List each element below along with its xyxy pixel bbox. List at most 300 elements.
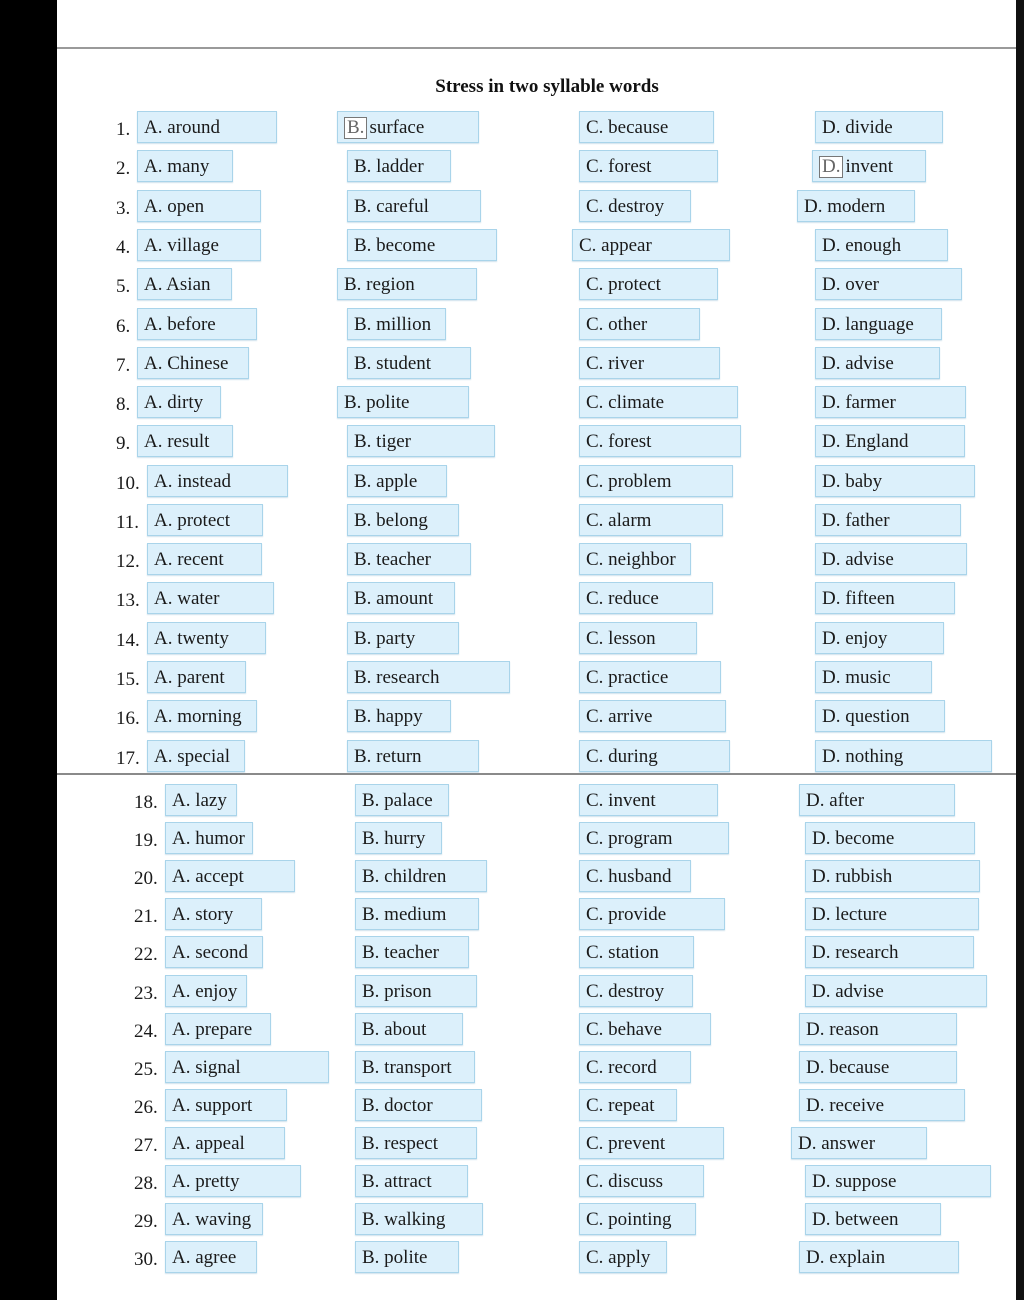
answer-option-a[interactable]	[147, 622, 266, 654]
option-text: B. about	[362, 1019, 427, 1040]
question-row	[0, 822, 1024, 860]
option-text: C. lesson	[586, 628, 656, 649]
answer-option-b[interactable]	[347, 661, 510, 693]
question-row	[0, 386, 1024, 424]
option-text: B. palace	[362, 790, 433, 811]
answer-option-b[interactable]	[355, 975, 477, 1007]
option-text: C. apply	[586, 1247, 651, 1268]
answer-option-b[interactable]	[355, 1051, 475, 1083]
option-text: C. appear	[579, 235, 652, 256]
option-text: C. forest	[586, 431, 652, 452]
option-text: B. ladder	[354, 156, 424, 177]
answer-option-a[interactable]	[137, 150, 233, 182]
question-number: 25.	[134, 1059, 158, 1080]
question-row	[0, 268, 1024, 306]
answer-option-c[interactable]	[579, 347, 720, 379]
answer-option-a[interactable]	[165, 975, 247, 1007]
answer-option-a[interactable]	[165, 1013, 271, 1045]
answer-option-b[interactable]	[355, 898, 479, 930]
option-text: C. discuss	[586, 1171, 664, 1192]
option-text: D. receive	[806, 1095, 885, 1116]
answer-option-b[interactable]	[355, 936, 469, 968]
answer-option-a[interactable]	[165, 1127, 285, 1159]
option-text: C. climate	[586, 392, 665, 413]
answer-option-a[interactable]	[137, 308, 257, 340]
answer-option-d[interactable]	[799, 1051, 957, 1083]
question-number: 26.	[134, 1097, 158, 1118]
option-text: B. research	[354, 667, 440, 688]
answer-option-a[interactable]	[137, 111, 277, 143]
answer-option-c[interactable]	[579, 1089, 677, 1121]
option-text: C. alarm	[586, 510, 652, 531]
option-text: B. return	[354, 746, 422, 767]
question-number: 8.	[116, 394, 131, 415]
question-number: 13.	[116, 590, 140, 611]
answer-option-d[interactable]	[815, 425, 965, 457]
answer-option-c[interactable]	[579, 504, 723, 536]
option-text: A. second	[172, 942, 248, 963]
answer-option-d[interactable]	[805, 975, 987, 1007]
option-text: C. other	[586, 314, 648, 335]
answer-option-b[interactable]	[347, 150, 451, 182]
option-text: B. medium	[362, 904, 447, 925]
answer-option-c[interactable]	[579, 268, 718, 300]
option-text: C. invent	[586, 790, 656, 811]
answer-option-b[interactable]	[347, 740, 479, 772]
option-text: B. respect	[362, 1133, 438, 1154]
answer-option-c[interactable]	[579, 1051, 691, 1083]
question-row	[0, 1241, 1024, 1279]
option-text: surface	[369, 117, 425, 138]
option-text: A. prepare	[172, 1019, 253, 1040]
answer-option-a[interactable]	[165, 860, 295, 892]
option-text: C. forest	[586, 156, 652, 177]
option-text: B. belong	[354, 510, 428, 531]
answer-option-a[interactable]	[137, 347, 249, 379]
option-text: C. husband	[586, 866, 672, 887]
question-row	[0, 190, 1024, 228]
option-text: D. father	[822, 510, 890, 531]
option-text: C. record	[586, 1057, 657, 1078]
option-text: A. agree	[172, 1247, 237, 1268]
option-text: A. village	[144, 235, 219, 256]
option-text: A. Asian	[144, 274, 211, 295]
option-text: C. behave	[586, 1019, 662, 1040]
answer-option-c[interactable]	[579, 740, 730, 772]
answer-option-a[interactable]	[137, 229, 261, 261]
option-text: A. open	[144, 196, 205, 217]
option-text: B. children	[362, 866, 447, 887]
question-row	[0, 700, 1024, 738]
answer-option-b[interactable]	[347, 190, 481, 222]
option-text: D. farmer	[822, 392, 896, 413]
option-text: A. enjoy	[172, 981, 238, 1002]
option-text: A. story	[172, 904, 234, 925]
answer-option-d[interactable]	[815, 229, 948, 261]
option-text: D. research	[812, 942, 899, 963]
question-row	[0, 347, 1024, 385]
answer-option-d[interactable]	[815, 308, 942, 340]
answer-option-a[interactable]	[147, 740, 245, 772]
top-divider	[57, 47, 1016, 49]
option-text: D. England	[822, 431, 909, 452]
option-text: C. provide	[586, 904, 667, 925]
question-number: 29.	[134, 1211, 158, 1232]
option-text: B. polite	[344, 392, 410, 413]
option-text: B. party	[354, 628, 416, 649]
answer-option-d[interactable]	[815, 347, 940, 379]
answer-option-a[interactable]	[137, 190, 261, 222]
question-row	[0, 784, 1024, 822]
option-text: C. pointing	[586, 1209, 672, 1230]
question-row	[0, 229, 1024, 267]
answer-option-a[interactable]	[147, 465, 288, 497]
question-number: 27.	[134, 1135, 158, 1156]
question-number: 28.	[134, 1173, 158, 1194]
question-row	[0, 740, 1024, 778]
answer-option-c[interactable]	[579, 860, 691, 892]
option-text: A. lazy	[172, 790, 227, 811]
answer-option-c[interactable]	[579, 936, 694, 968]
answer-option-c[interactable]	[579, 1203, 696, 1235]
answer-option-d[interactable]	[799, 1089, 965, 1121]
option-text: A. recent	[154, 549, 224, 570]
question-number: 16.	[116, 708, 140, 729]
question-number: 4.	[116, 237, 131, 258]
answer-option-a[interactable]	[147, 582, 274, 614]
option-text: A. Chinese	[144, 353, 229, 374]
question-number: 6.	[116, 316, 131, 337]
option-text: C. repeat	[586, 1095, 655, 1116]
answer-option-d[interactable]	[797, 190, 915, 222]
answer-option-c[interactable]	[579, 898, 725, 930]
answer-option-c[interactable]	[579, 150, 718, 182]
option-text: C. during	[586, 746, 658, 767]
option-text: D. advise	[822, 549, 894, 570]
option-text: A. morning	[154, 706, 242, 727]
option-text: A. many	[144, 156, 210, 177]
answer-option-c[interactable]	[579, 543, 691, 575]
option-text: B. teacher	[362, 942, 440, 963]
option-text: D. advise	[822, 353, 894, 374]
question-row	[0, 661, 1024, 699]
option-text: D. suppose	[812, 1171, 897, 1192]
option-text: B. careful	[354, 196, 429, 217]
option-text: C. prevent	[586, 1133, 666, 1154]
selected-letter-box: D.	[819, 156, 843, 178]
answer-option-d[interactable]	[815, 543, 967, 575]
answer-option-a[interactable]	[137, 425, 233, 457]
option-text: D. over	[822, 274, 879, 295]
answer-option-b[interactable]	[355, 784, 449, 816]
question-row	[0, 1013, 1024, 1051]
answer-option-d[interactable]	[815, 111, 943, 143]
question-number: 12.	[116, 551, 140, 572]
option-text: C. river	[586, 353, 645, 374]
answer-option-d[interactable]	[815, 740, 992, 772]
option-text: B. apple	[354, 471, 418, 492]
selected-letter-box: B.	[344, 117, 367, 139]
question-number: 19.	[134, 830, 158, 851]
answer-option-c[interactable]	[579, 386, 738, 418]
option-text: D. after	[806, 790, 865, 811]
answer-option-c[interactable]	[579, 465, 733, 497]
option-text: D. question	[822, 706, 910, 727]
answer-option-c[interactable]	[579, 582, 713, 614]
answer-option-c[interactable]	[579, 784, 718, 816]
answer-option-a[interactable]	[147, 504, 263, 536]
option-text: C. because	[586, 117, 669, 138]
option-text: B. become	[354, 235, 436, 256]
option-text: C. station	[586, 942, 659, 963]
question-number: 17.	[116, 748, 140, 769]
answer-option-b[interactable]	[337, 386, 469, 418]
option-text: A. parent	[154, 667, 225, 688]
option-text: D. because	[806, 1057, 890, 1078]
option-text: A. appeal	[172, 1133, 245, 1154]
answer-option-b[interactable]	[347, 229, 497, 261]
option-text: D. lecture	[812, 904, 887, 925]
option-text: A. around	[144, 117, 220, 138]
answer-option-a[interactable]	[165, 1051, 329, 1083]
option-text: B. tiger	[354, 431, 411, 452]
answer-option-c[interactable]	[579, 308, 700, 340]
answer-option-d[interactable]	[815, 465, 975, 497]
option-text: D. answer	[798, 1133, 876, 1154]
answer-option-d[interactable]	[805, 1165, 991, 1197]
question-number: 10.	[116, 473, 140, 494]
question-row	[0, 1165, 1024, 1203]
answer-option-b[interactable]	[355, 822, 442, 854]
question-number: 3.	[116, 198, 131, 219]
option-text: D. language	[822, 314, 914, 335]
option-text: A. twenty	[154, 628, 229, 649]
answer-option-a[interactable]	[147, 700, 257, 732]
option-text: B. attract	[362, 1171, 432, 1192]
option-text: B. happy	[354, 706, 423, 727]
option-text: C. arrive	[586, 706, 653, 727]
question-number: 21.	[134, 906, 158, 927]
option-text: B. walking	[362, 1209, 446, 1230]
answer-option-d[interactable]	[812, 150, 926, 182]
question-number: 23.	[134, 983, 158, 1004]
answer-option-c[interactable]	[579, 1165, 704, 1197]
question-row	[0, 504, 1024, 542]
question-number: 15.	[116, 669, 140, 690]
answer-option-a[interactable]	[165, 822, 253, 854]
option-text: A. result	[144, 431, 210, 452]
question-number: 9.	[116, 433, 131, 454]
answer-option-b[interactable]	[347, 622, 459, 654]
option-text: D. become	[812, 828, 895, 849]
option-text: A. instead	[154, 471, 232, 492]
option-text: D. fifteen	[822, 588, 895, 609]
answer-option-b[interactable]	[355, 1165, 468, 1197]
answer-option-c[interactable]	[579, 1127, 724, 1159]
question-number: 20.	[134, 868, 158, 889]
answer-option-d[interactable]	[805, 860, 980, 892]
option-text: B. hurry	[362, 828, 426, 849]
question-number: 18.	[134, 792, 158, 813]
answer-option-c[interactable]	[579, 975, 693, 1007]
option-text: B. transport	[362, 1057, 452, 1078]
option-text: D. baby	[822, 471, 883, 492]
answer-option-d[interactable]	[815, 268, 962, 300]
option-text: A. humor	[172, 828, 245, 849]
option-text: D. explain	[806, 1247, 886, 1268]
option-text: A. support	[172, 1095, 253, 1116]
answer-option-d[interactable]	[799, 784, 955, 816]
answer-option-d[interactable]	[815, 504, 961, 536]
answer-option-b[interactable]	[355, 1089, 482, 1121]
question-row	[0, 111, 1024, 149]
answer-option-d[interactable]	[799, 1013, 957, 1045]
option-text: C. protect	[586, 274, 661, 295]
answer-option-a[interactable]	[165, 1165, 301, 1197]
option-text: D. modern	[804, 196, 886, 217]
option-text: C. practice	[586, 667, 669, 688]
answer-option-d[interactable]	[805, 822, 975, 854]
answer-option-a[interactable]	[165, 936, 263, 968]
answer-option-b[interactable]	[347, 582, 455, 614]
answer-option-a[interactable]	[147, 661, 246, 693]
worksheet-title: Stress in two syllable words	[435, 76, 659, 97]
question-row	[0, 622, 1024, 660]
question-row	[0, 975, 1024, 1013]
answer-option-d[interactable]	[805, 898, 979, 930]
answer-option-c[interactable]	[579, 111, 714, 143]
option-text: C. destroy	[586, 196, 665, 217]
answer-option-d[interactable]	[805, 936, 974, 968]
answer-option-d[interactable]	[815, 582, 955, 614]
question-number: 1.	[116, 119, 131, 140]
question-row	[0, 898, 1024, 936]
question-number: 5.	[116, 276, 131, 297]
answer-option-d[interactable]	[815, 661, 932, 693]
option-text: A. signal	[172, 1057, 241, 1078]
option-text: D. enough	[822, 235, 902, 256]
question-row	[0, 1089, 1024, 1127]
answer-option-d[interactable]	[815, 386, 966, 418]
answer-option-d[interactable]	[791, 1127, 927, 1159]
option-text: D. nothing	[822, 746, 904, 767]
answer-option-b[interactable]	[355, 860, 487, 892]
answer-option-a[interactable]	[165, 1241, 257, 1273]
option-text: B. region	[344, 274, 415, 295]
question-row	[0, 860, 1024, 898]
answer-option-b[interactable]	[355, 1013, 463, 1045]
question-number: 7.	[116, 355, 131, 376]
answer-option-d[interactable]	[815, 622, 944, 654]
question-row	[0, 1051, 1024, 1089]
option-text: B. student	[354, 353, 432, 374]
answer-option-b[interactable]	[355, 1241, 459, 1273]
option-text: A. special	[154, 746, 230, 767]
question-row	[0, 1127, 1024, 1165]
question-row	[0, 465, 1024, 503]
option-text: C. reduce	[586, 588, 659, 609]
question-number: 11.	[116, 512, 140, 533]
option-text: A. pretty	[172, 1171, 240, 1192]
option-text: A. accept	[172, 866, 244, 887]
answer-option-a[interactable]	[165, 784, 237, 816]
option-text: D. advise	[812, 981, 884, 1002]
answer-option-c[interactable]	[579, 425, 741, 457]
option-text: B. amount	[354, 588, 434, 609]
answer-option-b[interactable]	[355, 1203, 483, 1235]
answer-option-a[interactable]	[165, 898, 262, 930]
question-row	[0, 1203, 1024, 1241]
answer-option-b[interactable]	[355, 1127, 477, 1159]
answer-option-d[interactable]	[805, 1203, 941, 1235]
answer-option-d[interactable]	[815, 700, 945, 732]
option-text: C. program	[586, 828, 673, 849]
answer-option-b[interactable]	[347, 465, 447, 497]
option-text: invent	[845, 156, 893, 177]
answer-option-b[interactable]	[337, 268, 477, 300]
option-text: C. neighbor	[586, 549, 676, 570]
option-text: D. divide	[822, 117, 893, 138]
answer-option-b[interactable]	[347, 308, 446, 340]
answer-option-b[interactable]	[347, 425, 495, 457]
question-row	[0, 936, 1024, 974]
question-number: 14.	[116, 630, 140, 651]
answer-option-c[interactable]	[579, 1241, 667, 1273]
option-text: A. before	[144, 314, 216, 335]
question-row	[0, 543, 1024, 581]
answer-option-a[interactable]	[137, 268, 232, 300]
answer-option-d[interactable]	[799, 1241, 959, 1273]
answer-option-c[interactable]	[579, 700, 726, 732]
option-text: B. doctor	[362, 1095, 433, 1116]
answer-option-c[interactable]	[579, 661, 721, 693]
answer-option-b[interactable]	[347, 504, 459, 536]
question-number: 30.	[134, 1249, 158, 1270]
answer-option-c[interactable]	[579, 622, 697, 654]
option-text: B. million	[354, 314, 432, 335]
option-text: C. problem	[586, 471, 672, 492]
answer-option-c[interactable]	[579, 190, 691, 222]
option-text: D. reason	[806, 1019, 879, 1040]
option-text: D. between	[812, 1209, 899, 1230]
question-row	[0, 150, 1024, 188]
answer-option-b[interactable]	[347, 700, 451, 732]
answer-option-c[interactable]	[579, 1013, 711, 1045]
answer-option-a[interactable]	[165, 1089, 287, 1121]
option-text: C. destroy	[586, 981, 665, 1002]
question-number: 22.	[134, 944, 158, 965]
answer-option-a[interactable]	[165, 1203, 263, 1235]
option-text: D. music	[822, 667, 891, 688]
option-text: B. polite	[362, 1247, 428, 1268]
option-text: A. dirty	[144, 392, 204, 413]
option-text: A. waving	[172, 1209, 252, 1230]
option-text: D. enjoy	[822, 628, 888, 649]
option-text: D. rubbish	[812, 866, 893, 887]
question-row	[0, 425, 1024, 463]
answer-option-b[interactable]	[337, 111, 479, 143]
question-number: 24.	[134, 1021, 158, 1042]
answer-option-c[interactable]	[579, 822, 729, 854]
answer-option-a[interactable]	[137, 386, 221, 418]
answer-option-b[interactable]	[347, 543, 471, 575]
question-number: 2.	[116, 158, 131, 179]
option-text: B. prison	[362, 981, 432, 1002]
answer-option-a[interactable]	[147, 543, 262, 575]
answer-option-b[interactable]	[347, 347, 471, 379]
option-text: B. teacher	[354, 549, 432, 570]
answer-option-c[interactable]	[572, 229, 730, 261]
